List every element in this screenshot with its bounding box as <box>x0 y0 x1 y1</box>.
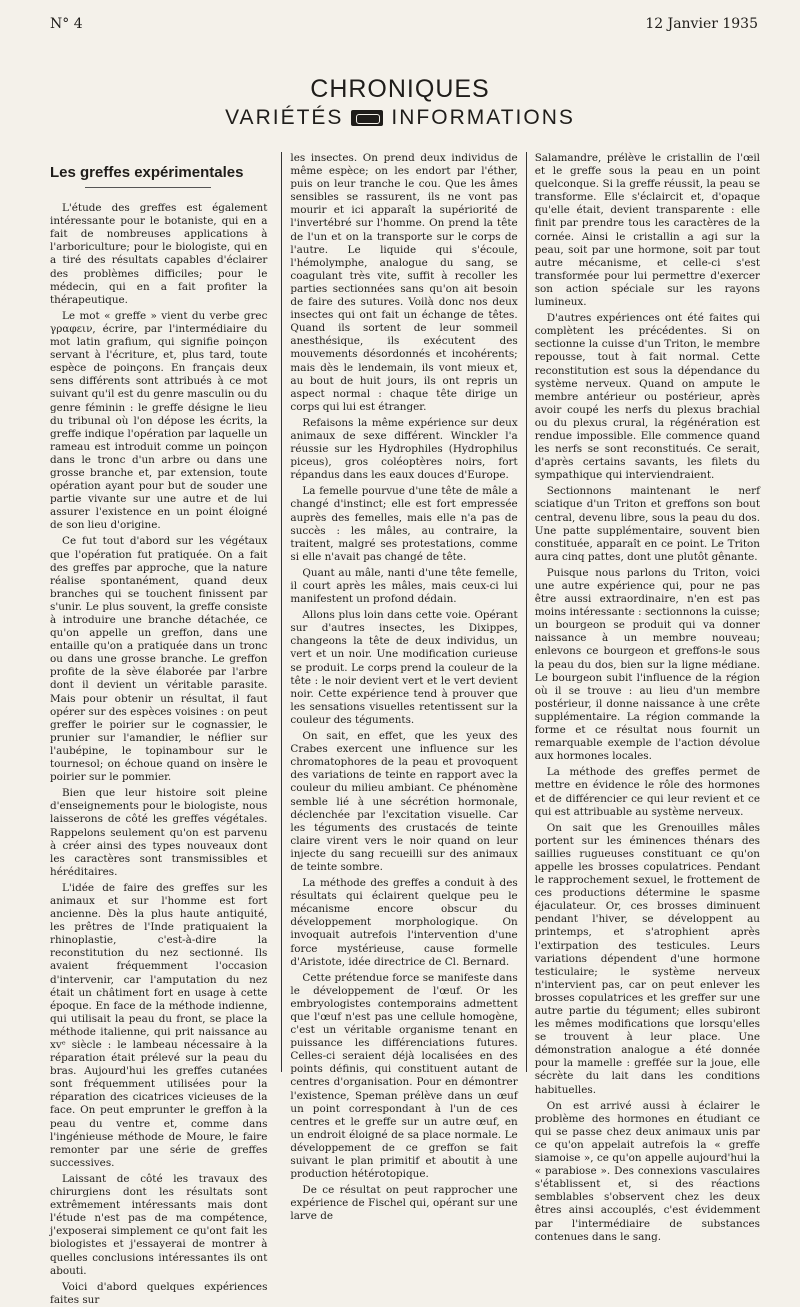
column-2 <box>281 152 525 1223</box>
paragraph: Refaisons la même expérience sur deux animaux de sexe différent. Winckler l'a réussie sur les Hydrophiles (Hydrophilus piceus), gros coléoptères noirs, fort répandus dans les eaux douces d'Europe. <box>290 416 518 482</box>
paragraph: L'étude des greffes est également intéressante pour le botaniste, qui en a fait de nombreuses applications à l'arboriculture; pour le biologiste, qui en a tiré des résultats capables d'éclairer des problèmes difficiles; pour le médecin, qui en a fait profiter la thérapeutique. <box>50 202 268 306</box>
article-title: Les greffes expérimentales <box>50 164 244 181</box>
paragraph: Sectionnons maintenant le nerf sciatique d'un Triton et greffons son bout central, devenu libre, sous la peau du dos. Une patte supplémentaire, souvent bien constituée, apparaît en ce point. Le Triton aura cinq pattes, dont une plutôt gênante. <box>534 485 760 563</box>
masthead <box>0 75 800 130</box>
paragraph: Quant au mâle, nanti d'une tête femelle, il court après les mâles, mais ceux-ci lui manifestent un profond dédain. <box>290 566 518 606</box>
paragraph: De ce résultat on peut rapprocher une expérience de Fischel qui, opérant sur une larve de <box>290 1184 518 1223</box>
paragraph: On sait, en effet, que les yeux des Crabes exercent une influence sur les chromatophores de la peau et provoquent des variations de teinte en rapport avec la couleur du milieu ambiant. Ce phénomène semble lié à une sécrétion hormonale, déclenchée par l'excitation visuelle. Car les téguments des crustacés de teinte claire virent vers le noir quand on leur injecte du sang recueilli sur des animaux de teinte sombre. <box>290 730 518 873</box>
paragraph: Salamandre, prélève le cristallin de l'œil et le greffe sous la peau en un point quelconque. Si la greffe réussit, la peau se transforme. Elle s'éclaircit et, d'opaque qu'elle était, devient transparente : elle finit par prendre tous les caractères de la cornée. Ainsi le cristallin a agi sur la peau, soit par une hormone, soit par tout autre mécanisme, et celle-ci s'est transformée pour lui permettre d'exercer son action spéciale sur les rayons lumineux. <box>534 152 760 309</box>
masthead-varietes: VARIÉTÉS <box>225 106 344 129</box>
title-divider <box>85 187 211 188</box>
ornament-emblem-icon <box>351 110 383 126</box>
masthead-subtitle <box>0 106 800 130</box>
masthead-title: CHRONIQUES <box>310 75 490 103</box>
paragraph: La femelle pourvue d'une tête de mâle a changé d'instinct; elle est fort empressée auprès des femelles, mais elle n'a pas de succès : les mâles, au contraire, la traitent, malgré ses protestations, comme si elle n'avait pas changé de tête. <box>290 485 518 563</box>
paragraph: Bien que leur histoire soit pleine d'enseignements pour le biologiste, nous laisserons de côté les greffes végétales. Rappelons seulement qu'on est parvenu à créer ainsi des types nouveaux dont les caractères sont transmissibles et héréditaires. <box>50 787 268 878</box>
paragraph: La méthode des greffes a conduit à des résultats qui éclairent quelque peu le mécanisme encore obscur du développement morphologique. On invoquait autrefois l'intervention d'une force mystérieuse, cause formelle d'Aristote, idée directrice de Cl. Bernard. <box>290 877 518 968</box>
paragraph: L'idée de faire des greffes sur les animaux et sur l'homme est fort ancienne. Dès la plus haute antiquité, les prêtres de l'Inde pratiquaient la rhinoplastie, c'est-à-dire la reconstitution du nez sectionné. Ils avaient fréquemment l'occasion d'intervenir, car l'amputation du nez était un châtiment fort en usage à cette époque. En face de la méthode indienne, qui utilisait la peau du front, se place la méthode italienne, qui prit naissance au xvᵉ siècle : le lambeau nécessaire à la réparation était prélevé sur la peau du bras. Aujourd'hui les greffes cutanées sont fréquemment utilisées pour la réparation des cicatrices vicieuses de la face. On peut emprunter le greffon à la peau du ventre et, comme dans l'ingénieuse méthode de Moure, le faire remonter par une série de greffes successives. <box>50 881 268 1169</box>
paragraph: Cette prétendue force se manifeste dans le développement de l'œuf. Or les embryologistes contemporains admettent que l'œuf n'est pas une cellule homogène, c'est un véritable organisme tenant en puissance les différenciations futures. Celles-ci seraient déjà localisées en des points définis, qui constituent autant de centres d'organisation. Pour en démontrer l'existence, Speman prélève dans un œuf un point correspondant à l'un de ces centres et le greffe sur un autre œuf, en un endroit éloigné de sa place normale. Le développement de ce greffon se fait suivant le plan primitif et aboutit à une production hétérotopique. <box>290 971 518 1181</box>
issue-date: 12 Janvier 1935 <box>645 16 758 32</box>
paragraph: On est arrivé aussi à éclairer le problème des hormones en étudiant ce qui se passe chez deux animaux unis par ce qu'on appelait autrefois la « greffe siamoise », ce qu'on appelle aujourd'hui la « parabiose ». Des connexions vasculaires s'établissent et, si des réactions semblables s'observent chez les deux êtres ainsi accouplés, c'est évidemment par l'intermédiaire de substances contenues dans le sang. <box>534 1099 760 1243</box>
column-3 <box>526 152 760 1243</box>
column-2-text <box>290 152 517 1224</box>
paragraph: On sait que les Grenouilles mâles portent sur les éminences thénars des saillies rugueuses constituant ce qu'on appelle les brosses copulatrices. Pendant le rapprochement sexuel, le frottement de ces productions détermine le spasme éjaculateur. Or, ces brosses diminuent pendant l'hiver, se développent au printemps, et s'atrophient après l'extirpation des testicules. Leurs variations dépendent d'une hormone testiculaire; le système nerveux n'intervient pas, car on peut enlever les brosses copulatrices et les greffer sur une autre partie du tégument; elles subiront les mêmes modifications que lorsqu'elles se trouvent à leur place. Une démonstration analogue a été donnée pour la mamelle : greffée sur la joue, elle sécrète du lait dans les conditions habituelles. <box>534 821 760 1096</box>
paragraph: La méthode des greffes permet de mettre en évidence le rôle des hormones et de différencier ce qui leur revient et ce qui est attribuable au système nerveux. <box>534 766 760 818</box>
masthead-informations: INFORMATIONS <box>391 106 575 129</box>
column-1-text <box>50 202 267 1307</box>
paragraph: Puisque nous parlons du Triton, voici une autre expérience qui, pour ne pas être aussi extraordinaire, n'en est pas moins intéressante : sectionnons la cuisse; un bourgeon se produit qui va donner naissance à un membre nouveau; enlevons ce bourgeon et greffons-le sous la peau du dos, bien sur la ligne médiane. Le bourgeon subit l'influence de la région où il se trouve : au lieu d'un membre postérieur, il donne naissance à une crête supplémentaire. La région commande la forme et ce résultat nous fournit un remarquable exemple de l'action dévolue aux hormones locales. <box>534 566 760 763</box>
paragraph: Laissant de côté les travaux des chirurgiens dont les résultats sont extrêmement intéressants mais dont l'étude n'est pas de ma compétence, j'exposerai simplement ce qu'ont fait les biologistes et j'essayerai de montrer à quelles conclusions intéressantes ils ont abouti. <box>50 1172 268 1277</box>
paragraph: D'autres expériences ont été faites qui complètent les précédentes. Si on sectionne la cuisse d'un Triton, le membre repousse, tout à fait normal. Cette reconstitution est sous la dépendance du système nerveux. Quand on ampute le membre antérieur ou postérieur, après avoir coupé les nerfs du plexus brachial ou du plexus crural, la régénération est rendue impossible. Elle commence quand les nerfs se sont reconstitués. Ce serait, d'après certains savants, les filets du sympathique qui interviendraient. <box>534 312 760 482</box>
article-body <box>50 152 760 1306</box>
issue-number: N° 4 <box>50 16 83 32</box>
paragraph: Ce fut tout d'abord sur les végétaux que l'opération fut pratiquée. On a fait des greffes par approche, que la nature réalise spontanément, quand deux branches qui se touchent finissent par s'unir. Le plus souvent, la greffe consiste à introduire une branche détachée, ce qu'on appelle un greffon, dans une entaille qu'on a pratiquée dans un tronc ou dans une grosse branche. Le greffon profite de la sève élaborée par l'arbre dont il devient un véritable parasite. Mais pour obtenir un résultat, il faut opérer sur des espèces voisines : on peut greffer le poirier sur le cognassier, le prunier sur l'amandier, le néflier sur l'aubépine, le topinambour sur le tournesol; on échoue quand on insère le poirier sur le pommier. <box>50 535 268 784</box>
column-1 <box>50 152 281 1306</box>
paragraph: les insectes. On prend deux individus de même espèce; on les endort par l'éther, puis on leur tranche le cou. Que les âmes sensibles se rassurent, ils ne vont pas mourir et ici apparaît la supériorité de l'invertébré sur l'homme. On prend la tête de l'un et on la transporte sur le corps de l'autre. Le liquide qui s'écoule, l'hémolymphe, analogue du sang, se coagulant très vite, suffit à recoller les parties sectionnées sans qu'on ait besoin de faire des sutures. Voilà donc nos deux insectes qui ont fait un échange de têtes. Quand ils sortent de leur sommeil anesthésique, ils exécutent des mouvements désordonnés et incohérents; mais dès le lendemain, ils vont mieux et, au bout de huit jours, ils ont repris un aspect normal : chaque tête dirige un corps qui lui est étranger. <box>290 152 518 413</box>
paragraph: Allons plus loin dans cette voie. Opérant sur d'autres insectes, les Dixippes, changeons la tête de deux individus, un vert et un noir. Une modification curieuse se produit. Le corps prend la couleur de la tête : le noir devient vert et le vert devient noir. Cette expérience tend à prouver que les sensations visuelles retentissent sur la couleur des téguments. <box>290 609 518 726</box>
column-3-text <box>535 152 760 1244</box>
paragraph: Voici d'abord quelques expériences faites sur <box>50 1280 268 1306</box>
paragraph: Le mot « greffe » vient du verbe grec γραφειν, écrire, par l'intermédiaire du mot latin grafium, qui signifie poinçon servant à l'écriture, et, plus tard, toute espèce de poinçons. En français deux sens différents sont attribués à ce mot suivant qu'il est du genre masculin ou du genre féminin : le greffe désigne le lieu du tribunal où l'on dépose les écrits, la greffe indique l'opération par laquelle un rameau est introduit comme un poinçon dans le tronc d'un arbre ou dans une grosse branche et, par extension, toute opération ayant pour but de souder une partie vivante sur une autre et de lui assurer l'existence en un point éloigné de son lieu d'origine. <box>50 309 268 532</box>
